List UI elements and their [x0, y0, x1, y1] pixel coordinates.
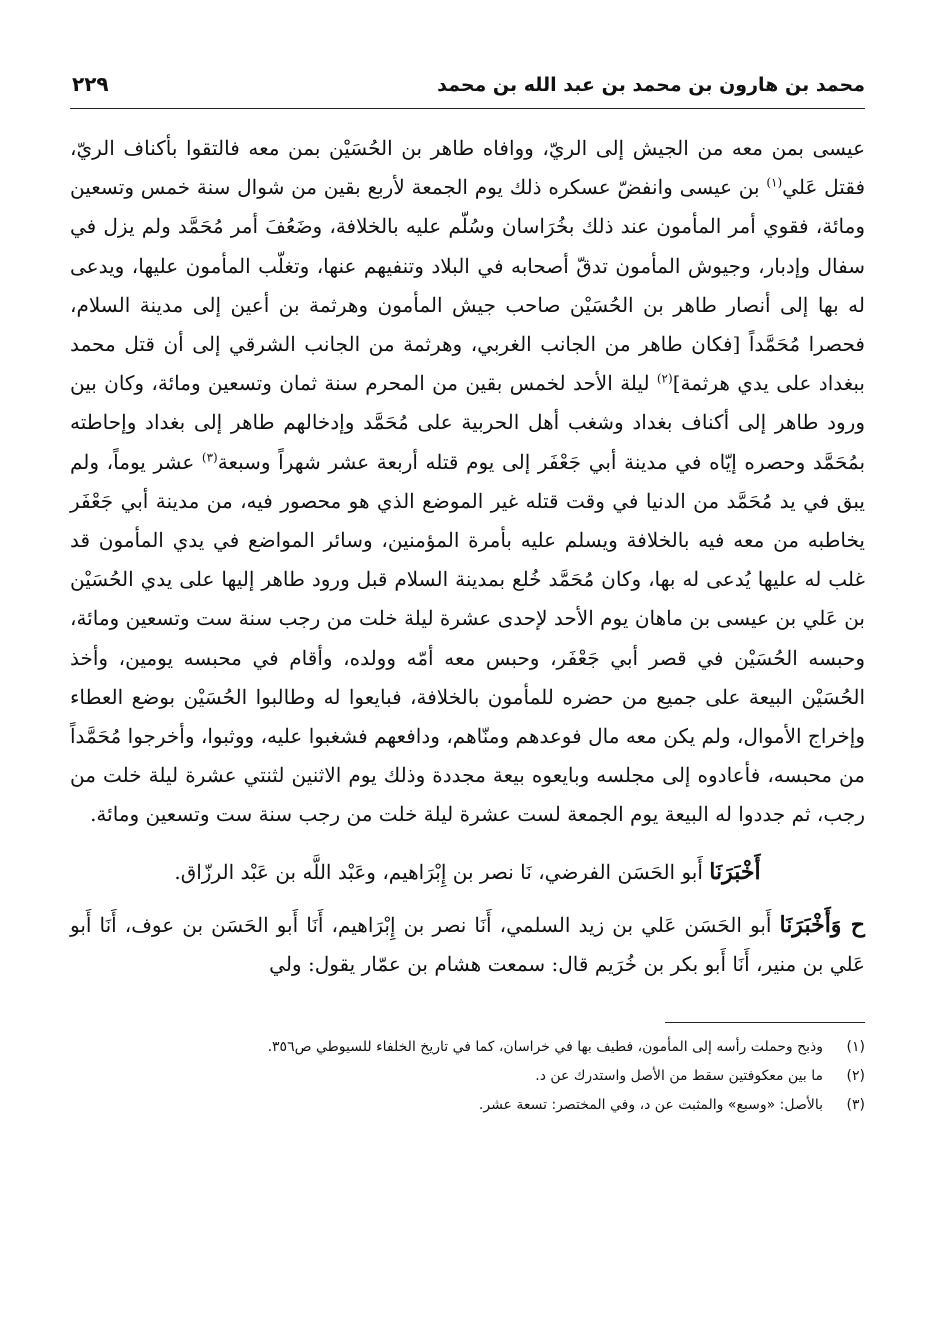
paragraph-1-part-1: عيسى بمن معه من الجيش إلى الريّ، ووافاه طاهر بن الحُسَيْن بمن معه فالتقوا بأكناف الريّ، فقتل عَلي	[70, 136, 866, 200]
footnote-2	[70, 1062, 865, 1091]
footnote-2-text: ما بين معكوفتين سقط من الأصل واستدرك عن د.	[535, 1068, 823, 1085]
footnote-3-number: (٣)	[846, 1097, 865, 1114]
paragraph-1-part-2: بن عيسى وانفضّ عسكره ذلك يوم الجمعة لأربع بقين من شوال سنة خمس وتسعين ومائة، فقوي أمر المأمون عند ذلك بخُرَاسان وسُلّم عليه بالخلافة، وضَعُفَ أمر مُحَمَّد ولم يزل في سفال وإدبار، وجيوش المأمون تدقّ أصحابه في البلاد وتنفيهم عنها، وتغلّب المأمون عليها، ويدعى له بها إلى أنصار طاهر بن الحُسَيْن صاحب جيش المأمون وهرثمة بن أعين إلى مدينة السلام، فحصرا مُحَمَّداً [فكان طاهر من الجانب الغربي، وهرثمة من الجانب الشرقي إلى أن قتل محمد ببغداد على يدي هرثمة]	[70, 175, 865, 396]
footnote-ref-1[interactable]: (١)	[766, 175, 783, 190]
running-head-title: محمد بن هارون بن محمد بن عبد الله بن محمد	[437, 74, 865, 96]
footnote-ref-3[interactable]: (٣)	[201, 449, 218, 464]
isnad-2-text: أَبو الحَسَن عَلي بن زيد السلمي، أَنَا نصر بن إِبْرَاهيم، أَنَا أَبو الحَسَن بن عوف، أَنَا أَبو عَلي بن منير، أَنَا أَبو بكر بن خُرَيم قال: سمعت هشام بن عمّار يقول: ولي	[70, 912, 865, 977]
footnote-3-text: بالأصل: «وسبع» والمثبت عن د، وفي المختصر: تسعة عشر.	[478, 1097, 823, 1114]
footnote-ref-2[interactable]: (٢)	[656, 371, 673, 386]
page-number: ٢٢٩	[72, 72, 109, 96]
isnad-2-prefix: ح	[841, 911, 865, 938]
isnad-1-keyword: أَخْبَرَنَا	[709, 858, 761, 885]
footnote-divider	[665, 1022, 865, 1023]
footnote-3	[70, 1091, 865, 1120]
footnote-2-number: (٢)	[846, 1068, 865, 1085]
paragraph-1-part-4: عشر يوماً، ولم يبق في يد مُحَمَّد من الدنيا في وقت قتله غير الموضع الذي هو محصور فيه، من مدينة أبي جَعْفَر يخاطبه من معه فيه بالخلافة ويسلم عليه بأمرة المؤمنين، وسائر المواضع في يدي المأمون قد غلب له عليها يُدعى له بها، وكان مُحَمَّد خُلع بمدينة السلام قبل ورود طاهر إليها على يدي الحُسَيْن بن عَلي بن عيسى بن ماهان يوم الأحد لإحدى عشرة ليلة خلت من رجب سنة ست وتسعين ومائة، وحبسه الحُسَيْن في قصر أبي جَعْفَر، وحبس معه أمّه وولده، وأقام في محبسه يومين، وأخذ الحُسَيْن البيعة على جميع من حضره للمأمون بالخلافة، فبايعوا له وطالبوا الحُسَيْن بوضع العطاء وإخراج الأموال، ولم يكن معه مال فوعدهم ومنّاهم، ودافعهم فشغبوا عليه، ووثبوا، وأخرجوا مُحَمَّداً من محبسه، فأعادوه إلى مجلسه وبايعوه بيعة مجددة وذلك يوم الاثنين لثنتي عشرة ليلة خلت من رجب، ثم جددوا له البيعة يوم الجمعة لست عشرة ليلة خلت من رجب سنة ست وتسعين ومائة.	[70, 449, 865, 827]
isnad-1-text: أَبو الحَسَن الفرضي، نَا نصر بن إِبْرَاهيم، وعَبْد اللَّه بن عَبْد الرزّاق.	[174, 859, 710, 884]
running-head	[70, 60, 865, 109]
isnad-1	[70, 853, 865, 892]
book-page	[70, 60, 865, 1320]
footnote-1	[70, 1033, 865, 1062]
footnote-1-number: (١)	[846, 1039, 865, 1056]
paragraph-1-part-3: ليلة الأحد لخمس بقين من المحرم سنة ثمان وتسعين ومائة، وكان بين ورود طاهر إلى أكناف بغداد وشغب أهل الحربية على مُحَمَّد وإدخالهم طاهر إلى بغداد وإحاطته بمُحَمَّد وحصره إيّاه في مدينة أبي جَعْفَر إلى يوم قتله أربعة عشر شهراً وسبعة	[70, 371, 866, 474]
footnotes	[70, 1033, 865, 1120]
isnad-2	[70, 906, 865, 984]
paragraph-1	[70, 129, 865, 835]
main-text	[70, 129, 865, 984]
isnad-2-keyword: وَأَخْبَرَنَا	[779, 911, 842, 938]
footnote-1-text: وذبح وحملت رأسه إلى المأمون، فطيف بها في خراسان، كما في تاريخ الخلفاء للسيوطي ص٣٥٦.	[267, 1039, 823, 1056]
